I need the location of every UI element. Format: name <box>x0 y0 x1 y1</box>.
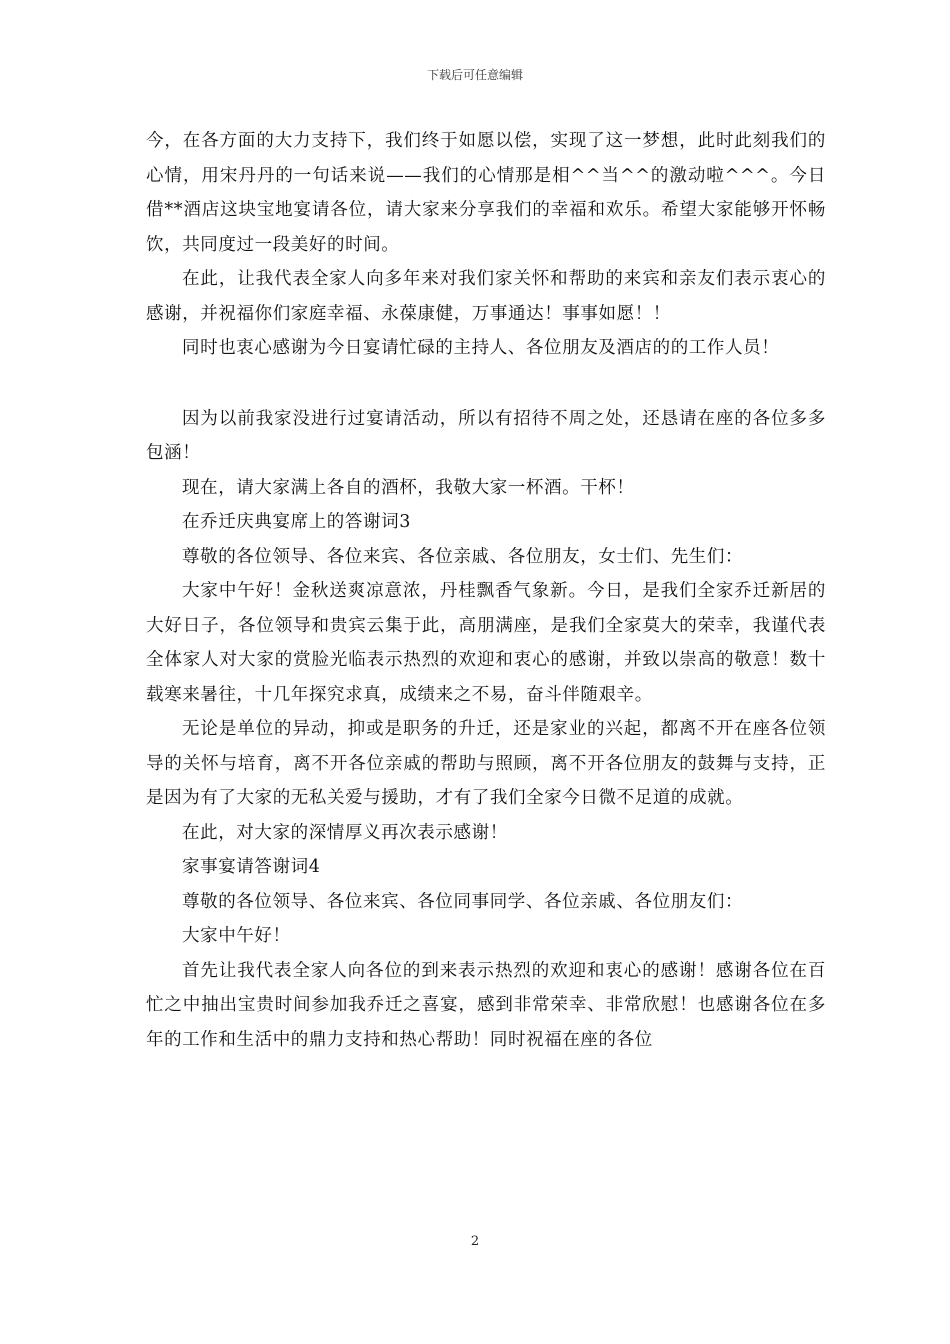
paragraph-spacer <box>146 366 826 402</box>
paragraph-thanks-again: 在此，对大家的深情厚义再次表示感谢！ <box>182 822 508 843</box>
paragraph-continuation: 今，在各方面的大力支持下，我们终于如愿以偿，实现了这一梦想，此时此刻我们的心情，用宋丹丹的一句话来说——我们的心情那是相^^当^^的激动啦^^^。今日借**酒店这块宝地宴请各位，请大家来分享我们的幸福和欢乐。希望大家能够开怀畅饮，共同度过一段美好的时间。 <box>146 131 826 255</box>
salutation-3: 尊敬的各位领导、各位来宾、各位亲戚、各位朋友，女士们、先生们： <box>182 546 744 567</box>
paragraph-thanks-guests: 在此，让我代表全家人向多年来对我们家关怀和帮助的来宾和亲友们表示衷心的感谢，并祝福你们家庭幸福、永葆康健，万事通达！事事如愿！！ <box>146 269 826 324</box>
paragraph-toast: 现在，请大家满上各自的酒杯，我敬大家一杯酒。干杯！ <box>182 477 635 498</box>
page-header-note: 下载后可任意编辑 <box>426 68 523 82</box>
paragraph-welcome-4: 首先让我代表全家人向各位的到来表示热烈的欢迎和衷心的感谢！感谢各位在百忙之中抽出宝贵时间参加我乔迁之喜宴，感到非常荣幸、非常欣慰！也感谢各位在多年的工作和生活中的鼎力支持和热心帮助！同时祝福在座的各位 <box>146 960 826 1050</box>
greeting-4: 大家中午好！ <box>182 926 291 946</box>
paragraph-greeting-3: 大家中午好！金秋送爽凉意浓，丹桂飘香气象新。今日，是我们全家乔迁新居的大好日子，各位领导和贵宾云集于此，高朋满座，是我们全家莫大的荣幸，我谨代表全体家人对大家的赏脸光临表示热烈的欢迎和衷心的感谢，并致以崇高的敬意！数十载寒来暑往，十几年探究求真，成绩来之不易，奋斗伴随艰辛。 <box>146 581 826 705</box>
section-title-3: 在乔迁庆典宴席上的答谢词3 <box>182 512 411 532</box>
paragraph-thanks-staff: 同时也衷心感谢为今日宴请忙碌的主持人、各位朋友及酒店的的工作人员！ <box>182 338 780 358</box>
paragraph-apology: 因为以前我家没进行过宴请活动，所以有招待不周之处，还恳请在座的各位多多包涵！ <box>146 408 826 463</box>
document-body <box>146 124 826 1057</box>
paragraph-gratitude-3: 无论是单位的异动，抑或是职务的升迁，还是家业的兴起，都离不开在座各位领导的关怀与培育，离不开各位亲戚的帮助与照顾，离不开各位朋友的鼓舞与支持，正是因为有了大家的无私关爱与援助，才有了我们全家今日微不足道的成就。 <box>146 719 826 808</box>
section-title-4: 家事宴请答谢词4 <box>182 857 321 877</box>
salutation-4: 尊敬的各位领导、各位来宾、各位同事同学、各位亲戚、各位朋友们： <box>182 891 744 912</box>
page-number: 2 <box>470 1234 480 1249</box>
